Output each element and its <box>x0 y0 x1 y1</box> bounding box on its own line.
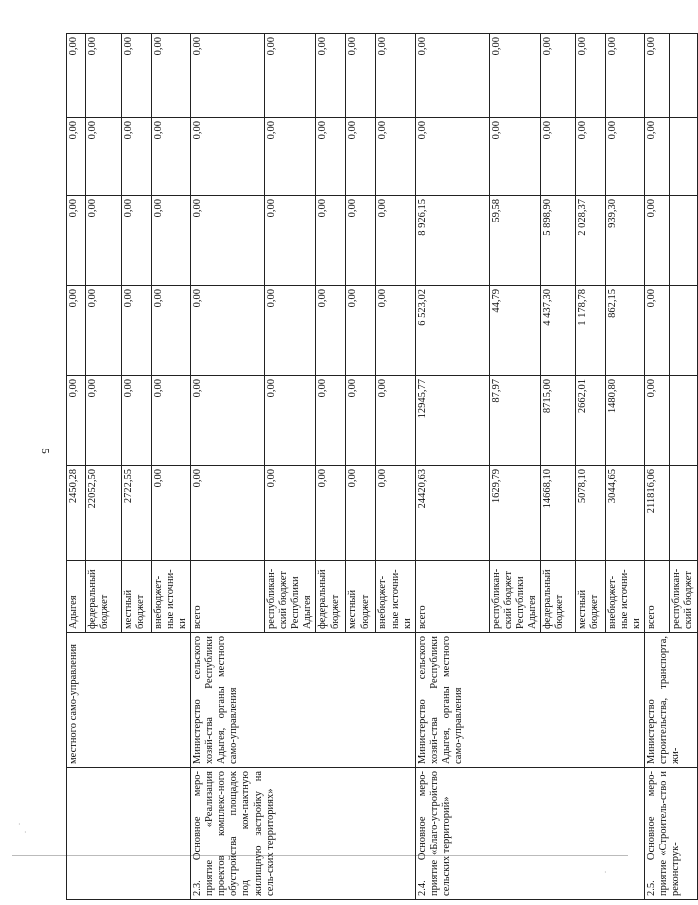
amount-cell: 3044,65 <box>605 466 644 561</box>
budget-table <box>66 33 698 900</box>
amount-cell: 0,00 <box>575 118 605 196</box>
amount-cell: 0,00 <box>645 286 670 376</box>
amount-cell: 0,00 <box>152 286 191 376</box>
amount-cell: 0,00 <box>540 118 575 196</box>
scan-mark: · <box>18 820 21 829</box>
amount-cell: 0,00 <box>122 118 152 196</box>
funding-source-cell: местный бюджет <box>575 561 605 633</box>
funding-source-cell: Адыгея <box>67 561 86 633</box>
amount-cell: 0,00 <box>265 286 316 376</box>
rotated-table-container <box>66 34 695 900</box>
amount-cell <box>670 376 698 466</box>
funding-source-cell: республикан-ский бюджет Республики Адыгея <box>489 561 540 633</box>
amount-cell: 862,15 <box>605 286 644 376</box>
amount-cell: 0,00 <box>191 118 265 196</box>
amount-cell: 0,00 <box>265 34 316 118</box>
amount-cell: 0,00 <box>415 118 489 196</box>
amount-cell: 14668,10 <box>540 466 575 561</box>
amount-cell: 0,00 <box>67 376 86 466</box>
executor-cell: Министерство строительства, транспорта, жи- <box>645 633 698 768</box>
amount-cell: 0,00 <box>316 196 346 286</box>
amount-cell: 59,58 <box>489 196 540 286</box>
amount-cell: 0,00 <box>316 34 346 118</box>
executor-cell: местного само-управления <box>67 633 191 768</box>
event-name-cell: 2.3. Основное меро-приятие «Реализация проектов комплекс-ного обустройства площадок под ком-пактную жилищную застройку на сель-ских территориях» <box>191 768 415 900</box>
funding-source-cell: федеральный бюджет <box>316 561 346 633</box>
amount-cell: 0,00 <box>191 376 265 466</box>
amount-cell: 0,00 <box>645 376 670 466</box>
amount-cell: 1 178,78 <box>575 286 605 376</box>
amount-cell: 0,00 <box>346 196 376 286</box>
amount-cell: 0,00 <box>316 466 346 561</box>
table-row <box>67 34 86 900</box>
amount-cell: 12945,77 <box>415 376 489 466</box>
amount-cell: 0,00 <box>67 286 86 376</box>
amount-cell: 2722,55 <box>122 466 152 561</box>
amount-cell <box>670 196 698 286</box>
amount-cell: 0,00 <box>191 196 265 286</box>
amount-cell: 0,00 <box>346 376 376 466</box>
amount-cell: 0,00 <box>645 118 670 196</box>
funding-source-cell: всего <box>415 561 489 633</box>
amount-cell: 0,00 <box>152 466 191 561</box>
executor-cell: Министерство сельского хозяй-ства Республики Адыгея, органы местного само-управления <box>415 633 644 768</box>
amount-cell: 0,00 <box>265 376 316 466</box>
amount-cell: 87,97 <box>489 376 540 466</box>
table-row <box>191 34 265 900</box>
amount-cell: 2662,01 <box>575 376 605 466</box>
funding-source-cell: внебюджет-ные источни-ки <box>376 561 415 633</box>
amount-cell: 0,00 <box>265 196 316 286</box>
funding-source-cell: республикан-ский бюджет Республики Адыгея <box>265 561 316 633</box>
amount-cell: 0,00 <box>122 196 152 286</box>
amount-cell: 6 523,02 <box>415 286 489 376</box>
amount-cell: 211816,06 <box>645 466 670 561</box>
scan-mark: · <box>24 828 27 837</box>
amount-cell: 0,00 <box>376 34 415 118</box>
amount-cell: 0,00 <box>605 118 644 196</box>
amount-cell: 0,00 <box>645 196 670 286</box>
amount-cell: 0,00 <box>67 34 86 118</box>
amount-cell: 2450,28 <box>67 466 86 561</box>
amount-cell: 0,00 <box>86 118 122 196</box>
amount-cell: 0,00 <box>376 196 415 286</box>
amount-cell: 0,00 <box>265 118 316 196</box>
funding-source-cell: федеральный бюджет <box>86 561 122 633</box>
amount-cell: 0,00 <box>152 118 191 196</box>
amount-cell: 939,30 <box>605 196 644 286</box>
amount-cell: 0,00 <box>346 118 376 196</box>
amount-cell: 1480,80 <box>605 376 644 466</box>
amount-cell: 0,00 <box>489 118 540 196</box>
amount-cell: 4 437,30 <box>540 286 575 376</box>
amount-cell: 0,00 <box>86 286 122 376</box>
amount-cell: 0,00 <box>645 34 670 118</box>
amount-cell: 8715,00 <box>540 376 575 466</box>
event-name-cell: 2.5. Основное меро-приятие «Строитель-ство и реконструк- <box>645 768 698 900</box>
amount-cell: 0,00 <box>122 34 152 118</box>
amount-cell: 0,00 <box>346 34 376 118</box>
amount-cell: 0,00 <box>415 34 489 118</box>
amount-cell: 24420,63 <box>415 466 489 561</box>
funding-source-cell: республикан-ский бюджет <box>670 561 698 633</box>
amount-cell: 0,00 <box>152 34 191 118</box>
amount-cell: 0,00 <box>316 376 346 466</box>
amount-cell: 0,00 <box>152 196 191 286</box>
amount-cell: 0,00 <box>316 118 346 196</box>
scan-mark: · <box>604 868 607 877</box>
executor-cell: Министерство сельского хозяй-ства Республики Адыгея, органы местного само-управления <box>191 633 415 768</box>
page-number: 5 <box>39 448 51 454</box>
table-row <box>415 34 489 900</box>
amount-cell: 0,00 <box>540 34 575 118</box>
amount-cell: 0,00 <box>376 118 415 196</box>
amount-cell: 0,00 <box>575 34 605 118</box>
amount-cell: 0,00 <box>122 286 152 376</box>
funding-source-cell: всего <box>645 561 670 633</box>
amount-cell: 0,00 <box>86 34 122 118</box>
amount-cell: 0,00 <box>67 118 86 196</box>
amount-cell: 0,00 <box>316 286 346 376</box>
amount-cell: 2 028,37 <box>575 196 605 286</box>
amount-cell: 1629,79 <box>489 466 540 561</box>
amount-cell: 0,00 <box>346 286 376 376</box>
amount-cell <box>670 466 698 561</box>
amount-cell: 0,00 <box>152 376 191 466</box>
amount-cell: 0,00 <box>86 196 122 286</box>
amount-cell: 0,00 <box>191 466 265 561</box>
amount-cell: 0,00 <box>605 34 644 118</box>
amount-cell: 0,00 <box>265 466 316 561</box>
funding-source-cell: местный бюджет <box>122 561 152 633</box>
amount-cell: 0,00 <box>122 376 152 466</box>
amount-cell: 5078,10 <box>575 466 605 561</box>
event-name-cell <box>67 768 191 900</box>
amount-cell: 44,79 <box>489 286 540 376</box>
funding-source-cell: внебюджет-ные источни-ки <box>152 561 191 633</box>
amount-cell: 0,00 <box>191 286 265 376</box>
amount-cell: 22052,50 <box>86 466 122 561</box>
amount-cell <box>670 34 698 118</box>
funding-source-cell: местный бюджет <box>346 561 376 633</box>
event-name-cell: 2.4. Основное меро-приятие «Благо-устройство сельских территорий» <box>415 768 644 900</box>
amount-cell: 5 898,90 <box>540 196 575 286</box>
amount-cell: 0,00 <box>489 34 540 118</box>
amount-cell: 0,00 <box>67 196 86 286</box>
table-row <box>645 34 670 900</box>
amount-cell: 0,00 <box>346 466 376 561</box>
amount-cell <box>670 118 698 196</box>
funding-source-cell: всего <box>191 561 265 633</box>
funding-source-cell: внебюджет-ные источни-ки <box>605 561 644 633</box>
amount-cell: 0,00 <box>376 376 415 466</box>
amount-cell: 0,00 <box>376 466 415 561</box>
funding-source-cell: федеральный бюджет <box>540 561 575 633</box>
amount-cell <box>670 286 698 376</box>
amount-cell: 0,00 <box>376 286 415 376</box>
amount-cell: 0,00 <box>86 376 122 466</box>
amount-cell: 0,00 <box>191 34 265 118</box>
table-body <box>67 34 698 900</box>
amount-cell: 8 926,15 <box>415 196 489 286</box>
